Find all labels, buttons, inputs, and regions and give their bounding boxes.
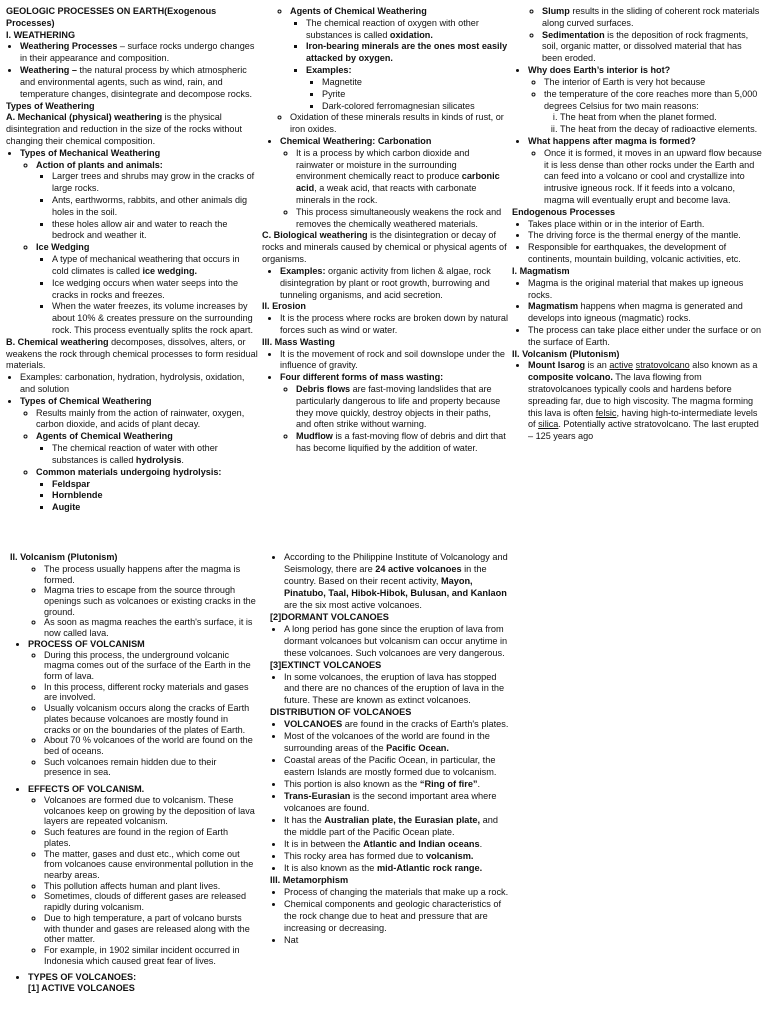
list-item	[544, 89, 764, 136]
list-item	[36, 160, 258, 243]
heading-types-weathering: Types of Weathering	[6, 100, 95, 111]
list-item: • Examples: carbonation, hydration, hydrolysis, oxidation, and solution	[20, 372, 258, 396]
list-item: ▪ Hornblende	[52, 490, 258, 502]
heading-volcanism-plutonism: II. Volcanism (Plutonism)	[10, 552, 118, 562]
text: The lava flowing from stratovolcanoes typically cools and hardens before spreading far, due to high viscosity. The magma forming this lava is often	[528, 372, 754, 418]
column-3	[512, 6, 764, 443]
carbonation-sublist	[280, 148, 508, 231]
list-item	[284, 863, 510, 875]
volcanism-list	[10, 564, 256, 639]
list-item: ▪ Magnetite	[322, 77, 508, 89]
list-item	[280, 266, 508, 301]
definition: – surface rocks undergo changes in their appearance and composition.	[20, 41, 255, 64]
list-item	[284, 815, 510, 839]
document-title: GEOLOGIC PROCESSES ON EARTH(Exogenous Processes)	[6, 6, 217, 28]
term: Mudflow	[296, 431, 333, 442]
heading-volcanism: II. Volcanism (Plutonism)	[512, 348, 620, 359]
definition: happens when magma is generated and develops into igneous (magmatic) rocks.	[528, 301, 743, 324]
term: Debris flows	[296, 384, 351, 394]
text: Most of the volcanoes of the world are found in the surrounding areas of the	[284, 731, 490, 754]
after-sublist	[528, 148, 764, 207]
subheading: Ice Wedging	[36, 242, 90, 253]
list-item: ◦ Volcanoes are formed due to volcanism. These volcanoes keep on growing by the deposition of lava layers are repeated volcanism.	[44, 795, 256, 827]
definition: is the physical disintegration and reduction in the size of the rocks without changing their chemical composition.	[6, 112, 243, 146]
list-item	[20, 396, 258, 514]
list-item	[20, 65, 258, 100]
subheading: Types of Mechanical Weathering	[20, 147, 161, 158]
list-item: • In some volcanoes, the eruption of lava has stopped and there are no chances of the eruption of lava in the future. These are known as extinct volcanoes.	[284, 672, 510, 708]
text: are found in the cracks of Earth's plates.	[342, 719, 509, 730]
text: .	[477, 779, 481, 790]
list-item	[52, 443, 258, 467]
term: Weathering –	[20, 65, 77, 76]
interior-sublist	[528, 77, 764, 136]
heading-magmatism: I. Magmatism	[512, 265, 570, 276]
list-item: ◦ The process usually happens after the magma is formed.	[44, 564, 256, 585]
definition: the natural process by which atmospheric and environmental agents, such as wind, rain, and temperature changes, disintegrate and decompose rocks.	[20, 65, 253, 99]
underlined-term: stratovolcano	[635, 360, 690, 371]
term: hydrolysis	[135, 454, 182, 465]
subheading: Agents of Chemical Weathering	[290, 6, 427, 16]
list-item: ▪ Dark-colored ferromagnesian silicates	[322, 101, 508, 113]
list-item: i. The heat from when the planet formed.	[560, 112, 764, 124]
list-item: ◦ Such volcanoes remain hidden due to their presence in sea.	[44, 757, 256, 778]
endogenous-list	[512, 219, 764, 266]
text: .	[181, 454, 184, 465]
list-item: ▪ Pyrite	[322, 89, 508, 101]
term: C. Biological weathering	[262, 230, 368, 241]
term: Sedimentation	[542, 29, 605, 40]
term: 24 active volcanoes	[375, 563, 462, 574]
heading-extinct: [3]EXTINCT VOLCANOES	[270, 659, 382, 670]
list-item	[296, 148, 508, 207]
list-item: • Coastal areas of the Pacific Ocean, in particular, the eastern Islands are mostly formed due to volcanism.	[284, 755, 510, 779]
list-item: ▪ Ice wedging occurs when water seeps into the cracks in rocks and freezes.	[52, 278, 258, 302]
list-item	[284, 552, 510, 612]
heading-weathering: I. WEATHERING	[6, 29, 76, 40]
underlined-term: silica	[538, 419, 559, 430]
list-item: • It is the process where rocks are broken down by natural forces such as wind or water.	[280, 313, 508, 337]
text: It is a process by which carbon dioxide and rainwater or moisture in the surrounding environment chemically react to produce	[296, 147, 470, 182]
term: Mayon, Pinatubo, Taal, Hibok-Hibok, Bulusan, and Kanlaon	[284, 575, 507, 598]
subheading: Action of plants and animals:	[36, 159, 163, 170]
heading-metamorphism: III. Metamorphism	[270, 874, 349, 885]
text: According to the Philippine Institute of Volcanology and Seismology, there are	[284, 552, 508, 574]
subheading: EFFECTS OF VOLCANISM.	[28, 784, 145, 795]
list-item: ◦ About 70 % volcanoes of the world are found on the bed of oceans.	[44, 735, 256, 756]
list-item: ◦ As soon as magma reaches the earth's surface, it is now called lava.	[44, 617, 256, 638]
heading-distribution: DISTRIBUTION OF VOLCANOES	[270, 707, 412, 718]
list-item: ◦ Sometimes, clouds of different gases are released rapidly during volcanism.	[44, 891, 256, 912]
mass-wasting-sublist	[280, 384, 508, 455]
text: is the second important area where volcanoes are found.	[284, 791, 497, 814]
text: It is also known as the	[284, 862, 377, 873]
term: composite volcano.	[528, 372, 613, 383]
list-item	[284, 731, 510, 755]
list-item: ◦ For example, in 1902 similar incident occurred in Indonesia which caused great fear of lives.	[44, 945, 256, 966]
biological-list	[262, 266, 508, 301]
heading-endogenous: Endogenous Processes	[512, 206, 616, 217]
definition: results in the sliding of coherent rock materials along curved surfaces.	[542, 6, 760, 28]
text: A type of mechanical weathering that occurs in cold climates is called	[52, 254, 240, 276]
carbonation-list	[262, 136, 508, 231]
text: It is in between the	[284, 838, 364, 849]
term: Australian plate, the Eurasian plate,	[324, 814, 481, 825]
examples-list	[306, 77, 508, 112]
list-item: ▪ Ants, earthworms, rabbits, and other animals dig holes in the soil.	[52, 195, 258, 219]
list-item	[528, 136, 764, 207]
text: , having high-to-intermediate levels of	[528, 407, 758, 430]
text: .	[479, 838, 483, 849]
text: The chemical reaction of oxygen with other substances is called	[306, 17, 479, 40]
term: carbonic acid	[296, 171, 500, 194]
list-item: ◦ Results mainly from the action of rainwater, oxygen, carbon dioxide, and acids of plant decay.	[36, 408, 258, 432]
dormant-list	[266, 624, 510, 660]
list-item: ◦ The matter, gases and dust etc., which come out from volcanoes cause environmental pollution in the nearby areas.	[44, 849, 256, 881]
paragraph-mechanical	[6, 112, 258, 147]
column-2	[262, 6, 508, 455]
list-item: • Magma is the original material that makes up igneous rocks.	[528, 278, 764, 302]
list-item: ii. The heat from the decay of radioactive elements.	[560, 124, 764, 136]
text: This portion is also known as the	[284, 779, 420, 790]
underlined-term: active	[609, 360, 634, 371]
hydrolysis-list	[36, 443, 258, 467]
list-item: ◦ Once it is formed, it moves in an upward flow because it is less dense than other rocks under the Earth and can feed into a volcano or cool and crystallize into intrusive igneous rock. If it feeds into a volcano, magma will eventually erupt and become lava.	[544, 148, 764, 207]
column-5	[266, 552, 510, 946]
subheading: Agents of Chemical Weathering	[36, 431, 173, 442]
paragraph-biological	[262, 230, 508, 265]
list-item	[20, 41, 258, 65]
list-item: • Takes place within or in the interior of Earth.	[528, 219, 764, 231]
process-list	[28, 650, 256, 779]
list-item	[306, 18, 508, 42]
definition: are fast-moving landslides that are particularly dangerous to life and property because they move quickly, destroy objects in their paths, and often strike without warning.	[296, 384, 501, 430]
subheading: Types of Chemical Weathering	[20, 395, 152, 406]
list-item	[528, 360, 764, 443]
list-item	[280, 136, 508, 231]
list-item	[20, 148, 258, 337]
term: Pacific Ocean.	[386, 743, 449, 754]
list-item: ▪ Augite	[52, 502, 258, 514]
text: also known as a	[689, 360, 758, 371]
term: VOLCANOES	[284, 719, 343, 730]
subheading: [1] ACTIVE VOLCANOES	[28, 983, 135, 994]
list-item	[36, 242, 258, 337]
text: in the country. Based on their recent activity,	[284, 563, 487, 586]
list-item: • Responsible for earthquakes, the development of continents, mountain building, volcanic activities, etc.	[528, 242, 764, 266]
list-item	[296, 431, 508, 455]
subheading: What happens after magma is formed?	[528, 135, 696, 146]
list-item	[528, 301, 764, 325]
list-item: ▪ these holes allow air and water to reach the bedrock and weather it.	[52, 219, 258, 243]
term: Atlantic and Indian oceans	[363, 838, 480, 849]
term: “Ring of fire”	[419, 779, 478, 790]
list-item: • Chemical components and geologic characteristics of the rock change due to heat and pressure that are increasing or decreasing.	[284, 899, 510, 935]
list-item	[284, 719, 510, 731]
list-item: ▪ Feldspar	[52, 479, 258, 491]
text: and the middle part of the Pacific Ocean plate.	[284, 814, 498, 837]
term: Slump	[542, 6, 570, 16]
paragraph-chemical	[6, 337, 258, 372]
list-item	[290, 6, 508, 112]
text: . Potentially active stratovolcano. The last erupted – 125 years ago	[528, 419, 759, 442]
erosion-list	[262, 313, 508, 337]
list-item	[284, 779, 510, 791]
text: is an	[585, 360, 610, 371]
subheading: Why does Earth’s interior is hot?	[528, 65, 671, 76]
subheading: Examples:	[306, 65, 352, 76]
list-item: ◦ Due to high temperature, a part of volcano bursts with thunder and gases are released along with the other matter.	[44, 913, 256, 945]
weathering-list	[6, 41, 258, 100]
definition: is the deposition of rock fragments, soil, organic matter, or dissolved material that has been eroded.	[542, 29, 749, 64]
list-item: ◦ This process simultaneously weakens the rock and removes the chemically weathered materials.	[296, 207, 508, 231]
minerals-list	[36, 479, 258, 514]
term: mid-Atlantic rock range.	[376, 862, 483, 873]
list-item	[36, 467, 258, 514]
term: Trans-Eurasian	[284, 791, 351, 802]
oxidation-sublist	[290, 18, 508, 113]
term: B. Chemical weathering	[6, 336, 109, 347]
volcanism-sections	[10, 639, 256, 994]
list-item: • Nat	[284, 935, 510, 947]
list-item	[542, 30, 764, 65]
list-item: ◦ Magma tries to escape from the source through openings such as volcanoes or existing cracks in the ground.	[44, 585, 256, 617]
list-item	[52, 254, 258, 278]
definition: is a fast-moving flow of debris and dirt that has become liquified by the addition of water.	[296, 431, 506, 454]
definition: decomposes, dissolves, alters, or weakens the rock through chemical processes to form residual materials.	[6, 336, 258, 371]
metamorphism-list	[266, 887, 510, 947]
slump-list	[512, 6, 764, 65]
list-item: ◦ In this process, different rocky materials and gases are involved.	[44, 682, 256, 703]
plants-list	[36, 171, 258, 242]
text: This rocky area has formed due to	[284, 850, 426, 861]
list-item	[528, 65, 764, 136]
interior-list	[512, 65, 764, 207]
text: , a weak acid, that reacts with carbonate minerals in the rock.	[296, 183, 477, 205]
term: A. Mechanical (physical) weathering	[6, 112, 163, 123]
subheading: Common materials undergoing hydrolysis:	[36, 466, 222, 477]
text: organic activity from lichen & algae, rock disintegration by plant or root growth, burrowing and tunneling organisms, and acid secretion.	[280, 265, 491, 300]
list-item	[296, 384, 508, 431]
heading-dormant: [2]DORMANT VOLCANOES	[270, 611, 389, 622]
text: are the six most active volcanoes.	[284, 599, 422, 610]
term: ice wedging.	[142, 265, 198, 276]
list-item	[28, 784, 256, 966]
list-item: • Process of changing the materials that make up a rock.	[284, 887, 510, 899]
subheading: Chemical Weathering: Carbonation	[280, 135, 432, 146]
text: The chemical reaction of water with other substances is called	[52, 443, 218, 465]
list-item: ◦ This pollution affects human and plant lives.	[44, 881, 256, 892]
list-item	[284, 791, 510, 815]
list-item: • It is the movement of rock and soil downslope under the influence of gravity.	[280, 349, 508, 373]
list-item: • The driving force is the thermal energy of the mantle.	[528, 230, 764, 242]
list-item	[306, 65, 508, 112]
list-item	[284, 851, 510, 863]
text: the temperature of the core reaches more than 5,000 degrees Celsius for two main reasons:	[544, 88, 758, 111]
list-item	[28, 972, 256, 993]
term: Examples:	[280, 265, 326, 276]
definition: is the disintegration or decay of rocks and minerals caused by chemical or physical agents of organisms.	[262, 230, 507, 265]
heading-mass-wasting: III. Mass Wasting	[262, 336, 335, 347]
term: Mount Isarog	[528, 360, 586, 371]
list-item: ▪ Iron-bearing minerals are the ones most easily attacked by oxygen.	[306, 41, 508, 65]
reasons-list	[544, 112, 764, 136]
subheading: TYPES OF VOLCANOES:	[28, 972, 137, 983]
magmatism-list	[512, 278, 764, 349]
subheading: Four different forms of mass wasting:	[280, 372, 444, 383]
column-1	[6, 6, 258, 514]
phivolcs-list	[266, 552, 510, 612]
subheading: PROCESS OF VOLCANISM	[28, 638, 145, 649]
mechanical-sublist	[20, 160, 258, 337]
list-item	[28, 639, 256, 778]
heading-erosion: II. Erosion	[262, 301, 306, 312]
list-item: ◦ The interior of Earth is very hot because	[544, 77, 764, 89]
text: It has the	[284, 814, 325, 825]
list-item	[284, 839, 510, 851]
list-item: ▪ When the water freezes, its volume increases by about 10% & creates pressure on the surrounding rock. This process eventually splits the rock apart.	[52, 301, 258, 336]
effects-list	[28, 795, 256, 967]
list-item	[542, 6, 764, 30]
column-4	[10, 552, 256, 994]
list-item	[280, 372, 508, 455]
mechanical-list	[6, 148, 258, 337]
oxidation-list	[262, 6, 508, 136]
list-item: ▪ Larger trees and shrubs may grow in the cracks of large rocks.	[52, 171, 258, 195]
chemical-list	[6, 372, 258, 514]
list-item: ◦ Usually volcanism occurs along the cracks of Earth plates because volcanoes are mostly found in cracks or on the boundaries of the plates of Earth.	[44, 703, 256, 735]
list-item: ◦ Oxidation of these minerals results in kinds of rust, or iron oxides.	[290, 112, 508, 136]
term: oxidation.	[389, 29, 433, 40]
mass-wasting-list	[262, 349, 508, 455]
term: volcanism.	[425, 850, 474, 861]
list-item: • The process can take place either under the surface or on the surface of Earth.	[528, 325, 764, 349]
list-item	[36, 431, 258, 466]
extinct-list	[266, 672, 510, 708]
underlined-term: felsic	[595, 407, 617, 418]
ice-list	[36, 254, 258, 337]
chemical-sublist	[20, 408, 258, 514]
distribution-list	[266, 719, 510, 874]
list-item: ◦ During this process, the underground volcanic magma comes out of the surface of the Earth in the form of lava.	[44, 650, 256, 682]
term: Weathering Processes	[20, 41, 118, 52]
list-item: • A long period has gone since the eruption of lava from dormant volcanoes but volcanism can occur anytime in these volcanoes. Such volcanoes are very dangerous.	[284, 624, 510, 660]
isarog-list	[512, 360, 764, 443]
term: Magmatism	[528, 301, 579, 312]
list-item: ◦ Such features are found in the region of Earth plates.	[44, 827, 256, 848]
